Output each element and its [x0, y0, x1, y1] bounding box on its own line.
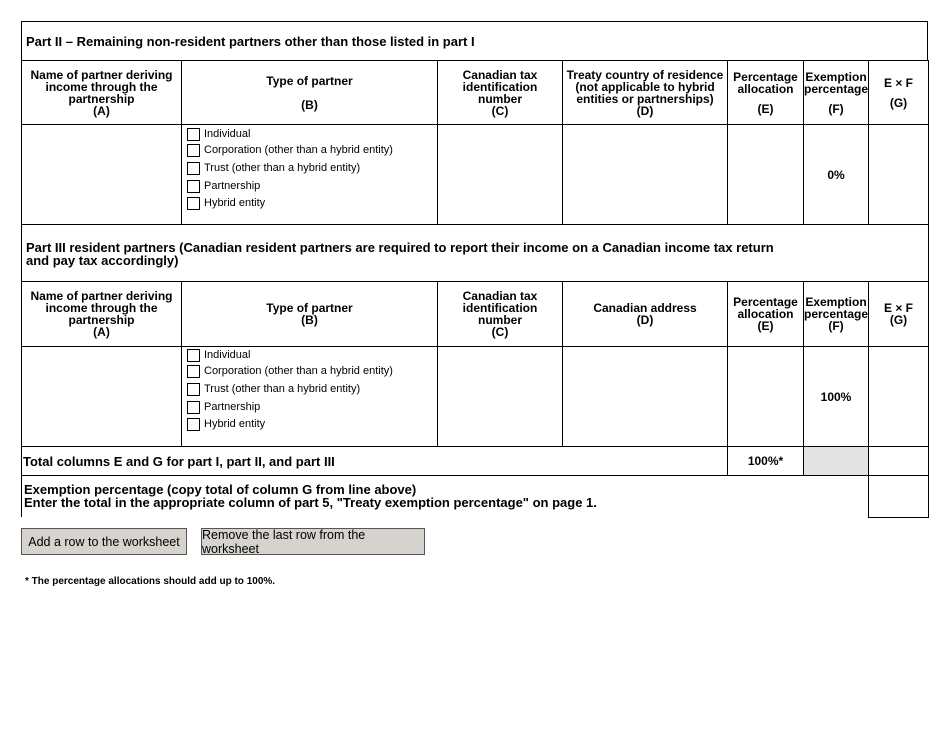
part2-header-e: Percentage allocation (E): [727, 60, 804, 125]
exemption-label: Exemption percentage (copy total of column G from line above) Enter the total in the appropriate column of part 5, "Treaty exemption percentage" on page 1.: [24, 482, 597, 510]
checkbox-icon[interactable]: [187, 162, 200, 175]
part3-header-c: Canadian tax identification number (C): [437, 281, 563, 347]
part3-name-input[interactable]: [21, 346, 182, 447]
part3-header-b: Type of partner (B): [181, 281, 438, 347]
part3-type-individual[interactable]: Individual: [187, 348, 250, 362]
part3-type-partnership[interactable]: Partnership: [187, 400, 260, 414]
part3-address-input[interactable]: [562, 346, 728, 447]
part2-header-b: Type of partner (B): [181, 60, 438, 125]
part3-type-trust[interactable]: Trust (other than a hybrid entity): [187, 382, 360, 396]
part2-type-corporation[interactable]: Corporation (other than a hybrid entity): [187, 143, 393, 157]
part2-title: Part II – Remaining non-resident partners other than those listed in part I: [26, 34, 475, 49]
checkbox-icon[interactable]: [187, 349, 200, 362]
totals-f-shaded: [803, 446, 869, 476]
part3-allocation-input[interactable]: [727, 346, 804, 447]
checkbox-icon[interactable]: [187, 197, 200, 210]
exemption-label-cell: [21, 475, 869, 517]
part3-type-hybrid[interactable]: Hybrid entity: [187, 417, 265, 431]
remove-row-button[interactable]: Remove the last row from the worksheet: [201, 528, 425, 555]
part3-type-corporation[interactable]: Corporation (other than a hybrid entity): [187, 364, 393, 378]
part2-type-trust[interactable]: Trust (other than a hybrid entity): [187, 161, 360, 175]
part3-tax-id-input[interactable]: [437, 346, 563, 447]
totals-label-cell: [21, 446, 728, 476]
part2-ef-input[interactable]: [868, 124, 929, 225]
part3-title: Part III resident partners (Canadian resident partners are required to report their income on a Canadian income tax return and pay tax accordingly): [26, 240, 774, 268]
part3-header-g: E × F (G): [868, 281, 929, 347]
part2-title-row: [21, 21, 928, 61]
checkbox-icon[interactable]: [187, 418, 200, 431]
part2-tax-id-input[interactable]: [437, 124, 563, 225]
part2-header-f: Exemption percentage (F): [803, 60, 869, 125]
checkbox-icon[interactable]: [187, 180, 200, 193]
checkbox-icon[interactable]: [187, 401, 200, 414]
part3-header-e: Percentage allocation (E): [727, 281, 804, 347]
part3-ef-input[interactable]: [868, 346, 929, 447]
part2-type-individual[interactable]: Individual: [187, 127, 250, 141]
checkbox-icon[interactable]: [187, 365, 200, 378]
part2-header-g: E × F (G): [868, 60, 929, 125]
checkbox-icon[interactable]: [187, 383, 200, 396]
part3-header-f: Exemption percentage (F): [803, 281, 869, 347]
part3-header-a: Name of partner deriving income through the partnership (A): [21, 281, 182, 347]
part2-allocation-input[interactable]: [727, 124, 804, 225]
part2-country-input[interactable]: [562, 124, 728, 225]
part3-header-d: Canadian address (D): [562, 281, 728, 347]
part2-type-partnership[interactable]: Partnership: [187, 179, 260, 193]
footnote: * The percentage allocations should add up to 100%.: [25, 576, 276, 587]
totals-g-input[interactable]: [868, 446, 929, 476]
part2-exemption-value: 0%: [803, 124, 869, 225]
part2-header-d: Treaty country of residence (not applicable to hybrid entities or partnerships) (D): [562, 60, 728, 125]
totals-e-value: 100%*: [727, 446, 804, 476]
part2-name-input[interactable]: [21, 124, 182, 225]
part2-header-a: Name of partner deriving income through the partnership (A): [21, 60, 182, 125]
checkbox-icon[interactable]: [187, 144, 200, 157]
add-row-button[interactable]: Add a row to the worksheet: [21, 528, 187, 555]
checkbox-icon[interactable]: [187, 128, 200, 141]
part3-title-row: [21, 224, 929, 282]
part2-type-hybrid[interactable]: Hybrid entity: [187, 196, 265, 210]
part3-exemption-value: 100%: [803, 346, 869, 447]
exemption-g-input[interactable]: [868, 475, 929, 518]
totals-label: Total columns E and G for part I, part II, and part III: [23, 454, 335, 469]
part2-header-c: Canadian tax identification number (C): [437, 60, 563, 125]
